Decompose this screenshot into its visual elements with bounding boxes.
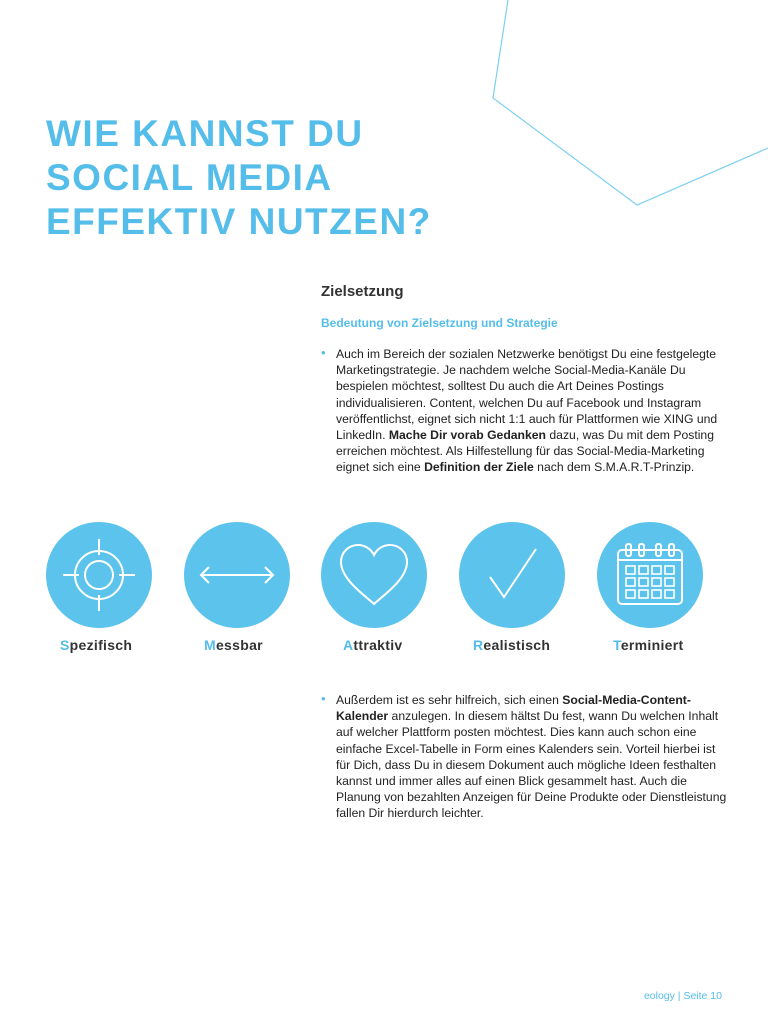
smart-label-rest: essbar bbox=[215, 637, 263, 653]
smart-label-rest: ttraktiv bbox=[353, 637, 403, 653]
smart-item-spezifisch bbox=[46, 522, 186, 653]
page-title bbox=[46, 112, 432, 244]
smart-circle-attraktiv bbox=[321, 522, 427, 628]
smart-item-messbar bbox=[184, 522, 324, 653]
smart-label-rest: erminiert bbox=[620, 637, 684, 653]
paragraph-strategy-bold-2: Definition der Ziele bbox=[424, 460, 534, 475]
heart-icon bbox=[337, 542, 411, 608]
smart-label-rest: pezifisch bbox=[69, 637, 133, 653]
calendar-icon bbox=[614, 542, 686, 608]
page-footer: eology | Seite 10 bbox=[643, 990, 722, 1002]
smart-circle-realistisch bbox=[459, 522, 565, 628]
smart-label-attraktiv bbox=[343, 637, 483, 653]
smart-label-terminiert bbox=[613, 637, 753, 653]
double-arrow-icon bbox=[197, 560, 277, 590]
section-heading: Zielsetzung bbox=[321, 283, 404, 300]
smart-label-initial: S bbox=[60, 637, 70, 653]
smart-label-initial: T bbox=[613, 637, 621, 653]
paragraph-content-calendar bbox=[321, 692, 731, 822]
smart-label-rest: ealistisch bbox=[483, 637, 551, 653]
smart-circle-spezifisch bbox=[46, 522, 152, 628]
paragraph-strategy-text-3: nach dem S.M.A.R.T-Prinzip. bbox=[533, 460, 695, 475]
paragraph-strategy-bold-1: Mache Dir vorab Gedanken bbox=[388, 428, 546, 443]
smart-circle-messbar bbox=[184, 522, 290, 628]
page-title-line-3: EFFEKTIV NUTZEN? bbox=[46, 201, 432, 242]
smart-item-attraktiv bbox=[321, 522, 461, 653]
bullet-icon: • bbox=[321, 691, 326, 706]
target-icon bbox=[61, 537, 137, 613]
smart-label-spezifisch bbox=[60, 637, 200, 653]
smart-label-realistisch bbox=[473, 637, 613, 653]
page-title-line-2: SOCIAL MEDIA bbox=[46, 157, 333, 198]
section-subheading: Bedeutung von Zielsetzung und Strategie bbox=[321, 316, 558, 330]
bullet-icon: • bbox=[321, 345, 326, 360]
paragraph-calendar-text-2: anzulegen. In diesem hältst Du fest, wann Du welchen Inhalt auf welcher Plattform posten möchtest. Dies kann auch schon eine einfache Excel-Tabelle in Form eines Kalenders sein. Vorteil hierbei ist für Dich, dass Du in diesem Dokument auch mögliche Ideen festhalten kannst und immer alles auf einen Blick gesammelt hast. Auch die Planung von bezahlten Anzeigen für Deine Produkte oder Dienstleistung fallen Dir hierdurch leichter. bbox=[336, 709, 727, 821]
smart-item-realistisch bbox=[459, 522, 599, 653]
paragraph-calendar-text-1: Außerdem ist es sehr hilfreich, sich einen bbox=[336, 693, 563, 707]
smart-label-initial: A bbox=[343, 637, 354, 653]
smart-item-terminiert bbox=[597, 522, 737, 653]
paragraph-calendar-bold-1: Social-Media-Content-Kalender bbox=[336, 693, 691, 724]
checkmark-icon bbox=[482, 545, 542, 605]
page-title-line-1: WIE KANNST DU bbox=[46, 113, 364, 154]
smart-circle-terminiert bbox=[597, 522, 703, 628]
smart-label-messbar bbox=[204, 637, 344, 653]
smart-label-initial: R bbox=[473, 637, 484, 653]
smart-criteria-row bbox=[0, 522, 768, 662]
paragraph-strategy bbox=[321, 346, 731, 476]
paragraph-strategy-text-2: dazu, was Du mit dem Posting erreichen möchtest. Als Hilfestellung für das Social-Media-Marketing eignet sich eine bbox=[336, 428, 714, 475]
smart-label-initial: M bbox=[204, 637, 216, 653]
paragraph-strategy-text-1: Auch im Bereich der sozialen Netzwerke benötigst Du eine festgelegte Marketingstrategie. Je nachdem welche Social-Media-Kanäle Du bespielen möchtest, solltest Du auch die Art Deines Postings individualisieren. Content, welchen Du auf Facebook und Instagram veröffentlichst, eignet sich nicht 1:1 auch für Plattformen wie XING und LinkedIn. bbox=[336, 347, 718, 443]
